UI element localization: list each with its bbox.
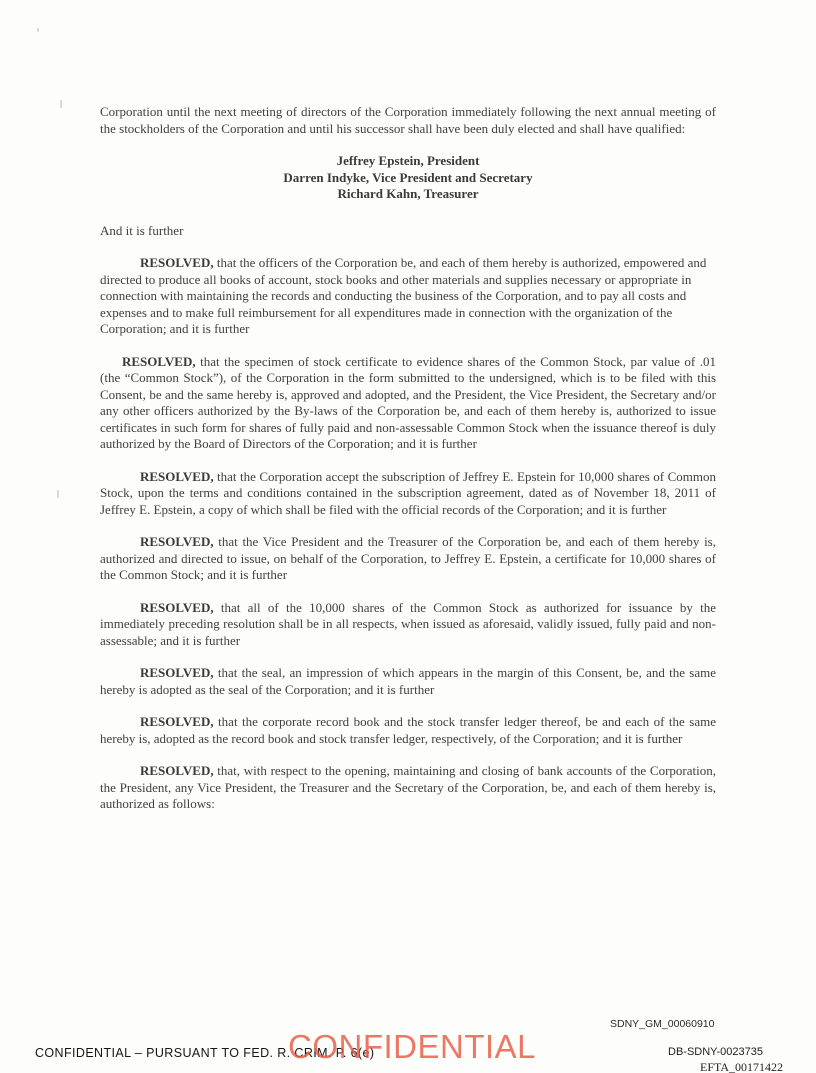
officer-line-president: Jeffrey Epstein, President: [336, 153, 480, 168]
scan-artifact: [57, 490, 59, 498]
resolved-lead: RESOLVED,: [140, 468, 214, 484]
resolution-paragraph-7: [100, 714, 716, 747]
resolved-lead: RESOLVED,: [140, 714, 214, 729]
bates-number-right: DB-SDNY-0023735: [668, 1046, 763, 1058]
resolution-paragraph-8: [100, 763, 716, 813]
scan-artifact: [60, 100, 62, 108]
intro-paragraph: Corporation until the next meeting of directors of the Corporation immediately following the next annual meeting of the stockholders of the Corporation and until his successor shall have been duly elected and shall have qualified:: [100, 104, 716, 136]
bates-number-top: SDNY_GM_00060910: [610, 1018, 715, 1030]
resolution-paragraph-5: [100, 600, 716, 650]
resolution-paragraph-1: [100, 255, 716, 338]
officer-line-treasurer: Richard Kahn, Treasurer: [337, 186, 479, 201]
resolution-paragraph-3: [100, 469, 716, 519]
resolution-paragraph-4: [100, 534, 716, 584]
resolved-lead: RESOLVED,: [140, 665, 214, 680]
resolution-text: that, with respect to the opening, maintaining and closing of bank accounts of the Corporation, the President, any Vice President, the Treasurer and the Secretary of the Corporation, be, and each of them hereby is, authorized as follows:: [100, 763, 716, 811]
resolution-text: that the Corporation accept the subscription of Jeffrey E. Epstein for 10,000 shares of Common Stock, upon the terms and conditions contained in the subscription agreement, dated as of November 18, 2011 of Jeffrey E. Epstein, a copy of which shall be filed with the official records of the Corporation; and it is further: [100, 468, 716, 517]
resolved-lead: RESOLVED,: [140, 763, 214, 778]
resolution-paragraph-6: [100, 665, 716, 698]
officers-list: [100, 153, 716, 203]
resolution-text: that the Vice President and the Treasurer of the Corporation be, and each of them hereby is, authorized and directed to issue, on behalf of the Corporation, to Jeffrey E. Epstein, a certificate for 10,000 shares of the Common Stock; and it is further: [100, 534, 716, 582]
resolution-text: that the seal, an impression of which appears in the margin of this Consent, be, and the same hereby is adopted as the seal of the Corporation; and it is further: [100, 665, 716, 697]
document-body: [100, 104, 716, 829]
resolved-lead: RESOLVED,: [140, 599, 214, 615]
bates-number-bottom: EFTA_00171422: [700, 1060, 784, 1073]
continuation-line: And it is further: [100, 222, 184, 238]
scan-artifact: [37, 28, 39, 32]
resolution-paragraph-2: [100, 354, 716, 453]
officer-line-vice-president: Darren Indyke, Vice President and Secretary: [283, 169, 533, 185]
resolved-lead: RESOLVED,: [122, 353, 196, 369]
resolution-text: that all of the 10,000 shares of the Common Stock as authorized for issuance by the immediately preceding resolution shall be in all respects, when issued as aforesaid, validly issued, fully paid and non-assessable; and it is further: [100, 599, 716, 648]
confidential-legend: CONFIDENTIAL – PURSUANT TO FED. R. CRIM. P. 6(e): [35, 1046, 375, 1060]
resolution-text: that the specimen of stock certificate to evidence shares of the Common Stock, par value of .01 (the “Common Stock”), of the Corporation in the form submitted to the undersigned, which is to be filed with this Consent, be and the same hereby is, approved and adopted, and the President, the Vice President, the Secretary and/or any other officers authorized by the By-laws of the Corporation be, and each of them hereby is, authorized to issue certificates in such form for shares of fully paid and non-assessable Common Stock when the issuance thereof is duly authorized by the Board of Directors of the Corporation; and it is further: [100, 353, 716, 451]
resolved-lead: RESOLVED,: [140, 255, 214, 270]
resolution-text: that the corporate record book and the stock transfer ledger thereof, be and each of the same hereby is, adopted as the record book and stock transfer ledger, respectively, of the Corporation; and it is further: [100, 714, 716, 746]
resolution-text: that the officers of the Corporation be, and each of them hereby is authorized, empowered and directed to produce all books of account, stock books and other materials and supplies necessary or appropriate in connection with maintaining the records and conducting the business of the Corporation, and to pay all costs and expenses and to make full reimbursement for all expenditures made in connection with the organization of the Corporation; and it is further: [100, 255, 707, 336]
resolved-lead: RESOLVED,: [140, 534, 214, 549]
confidential-watermark: CONFIDENTIAL: [288, 1028, 537, 1065]
